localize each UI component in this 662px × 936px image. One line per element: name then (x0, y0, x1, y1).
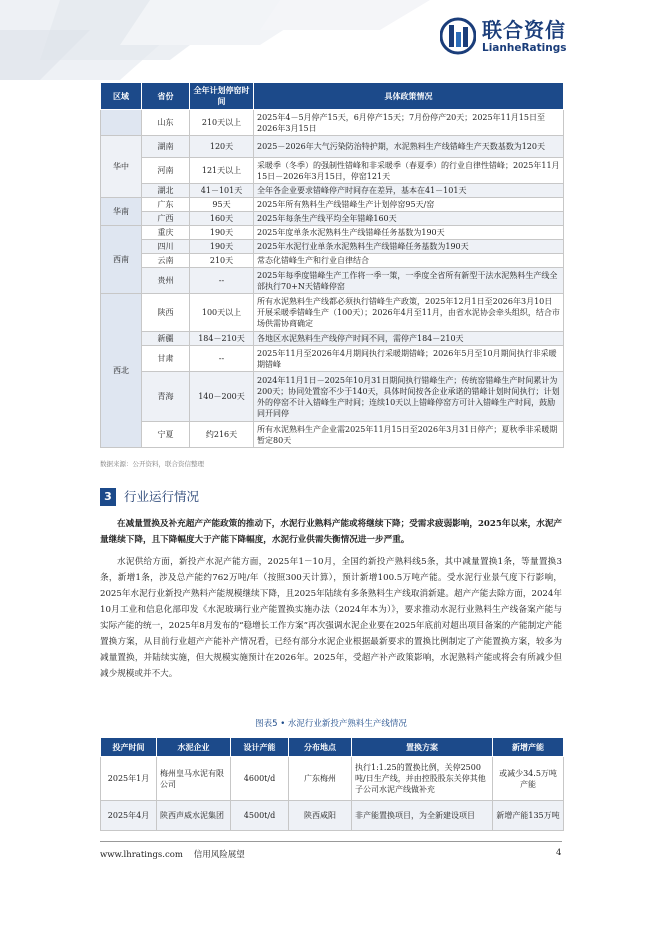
capacity-cell: 4500t/d (231, 801, 289, 831)
body-paragraph: 水泥供给方面，新投产水泥产能方面，2025年1－10月，全国约新投产熟料线5条，其中减量置换1条，等量置换3条，新增1条，涉及总产能约762万吨/年（按照300天计算），预计新增100.5万吨产能。受水泥行业景气度下行影响，2025年水泥行业新投产熟料产能规模继续下降，且2025年陆续有多条熟料生产线取消新建。超产产能去除方面，2024年10月工业和信息化部印发《水泥玻璃行业产能置换实施办法（2024年本为）》，要求推动水泥行业熟料生产线备案产能与实际产能的统一，2025年8月发布的“稳增长工作方案”再次强调水泥企业要在2025年底前对超出项目备案的产能制定产能置换方案，从目前行业超产产能补产情况看，已经有部分水泥企业根据最新要求的置换比例制定了产能置换方案，较多为减量置换，并陆续实施，但大规模实施预计在2026年。2025年，受超产补产政策影响，水泥熟料产能或将会有所减少但减少规模或并不大。 (100, 557, 562, 679)
table-row (101, 198, 564, 212)
section-number: 3 (100, 488, 116, 506)
section-title: 行业运行情况 (124, 489, 200, 504)
province-cell: 湖北 (142, 184, 190, 198)
province-cell: 四川 (142, 240, 190, 254)
capacity-cell: 4600t/d (231, 757, 289, 801)
table-row (101, 801, 564, 831)
table-row (101, 372, 564, 422)
added-cell: 新增产能135万吨 (493, 801, 564, 831)
stop-time-cell: 190天 (190, 240, 254, 254)
logo-chinese-name: 联合资信 (482, 18, 566, 42)
summary-paragraph: 在减量置换及补充超产产能政策的推动下，水泥行业熟料产能或将继续下降；受需求疲弱影响，2025年以来，水泥产量继续下降，且下降幅度大于产能下降幅度，水泥行业供需失衡情况进一步严重。 (100, 519, 563, 545)
location-cell: 广东梅州 (289, 757, 352, 801)
region-cell-blank (101, 110, 142, 136)
region-cell: 华南 (101, 198, 142, 226)
stop-time-cell: 210天 (190, 254, 254, 268)
table-row (101, 226, 564, 240)
table-row (101, 422, 564, 448)
policy-cell: 常态化错峰生产和行业自律结合 (254, 254, 564, 268)
col-header-company: 水泥企业 (157, 738, 231, 757)
col-header-added: 新增产能 (493, 738, 564, 757)
table-row (101, 757, 564, 801)
stop-time-cell: 41－101天 (190, 184, 254, 198)
stop-time-cell: 190天 (190, 226, 254, 240)
policy-cell: 2025年水泥行业单条水泥熟料生产线错峰任务基数为190天 (254, 240, 564, 254)
table-row (101, 254, 564, 268)
province-cell: 山东 (142, 110, 190, 136)
province-cell: 青海 (142, 372, 190, 422)
stop-time-cell: 121天以上 (190, 158, 254, 184)
figure-caption: 图表5 • 水泥行业新投产熟料生产线情况 (255, 719, 407, 729)
region-cell: 华中 (101, 136, 142, 198)
page-number: 4 (556, 848, 562, 858)
stop-time-cell: 140－200天 (190, 372, 254, 422)
table-row (101, 212, 564, 226)
province-cell: 云南 (142, 254, 190, 268)
province-cell: 宁夏 (142, 422, 190, 448)
table-row (101, 346, 564, 372)
stop-time-cell: 210天以上 (190, 110, 254, 136)
table-row (101, 136, 564, 158)
stop-time-cell: 120天 (190, 136, 254, 158)
province-cell: 广西 (142, 212, 190, 226)
section-heading (100, 488, 570, 506)
footer-left (100, 848, 245, 860)
table-row (101, 268, 564, 294)
province-cell: 湖南 (142, 136, 190, 158)
table-row (101, 294, 564, 332)
province-cell: 陕西 (142, 294, 190, 332)
policy-cell: 2025年11月至2026年4月期间执行采暖期错峰；2026年5月至10月期间执行非采暖期错峰 (254, 346, 564, 372)
table-row (101, 332, 564, 346)
policy-cell: 2025－2026年大气污染防治特护期，水泥熟料生产线错峰生产天数基数为120天 (254, 136, 564, 158)
policy-cell: 所有水泥熟料生产线都必须执行错峰生产政策，2025年12月1日至2026年3月10日开展采暖季错峰生产（100天）；2026年4月至11月，由省水泥协会牵头组织，结合市场供需协商确定 (254, 294, 564, 332)
stop-time-cell: 160天 (190, 212, 254, 226)
policy-cell: 2025年每条生产线平均全年错峰160天 (254, 212, 564, 226)
col-header-stop-time: 全年计划停窑时间 (190, 83, 254, 110)
new-production-lines-table (100, 737, 564, 831)
footer-tagline: 信用风险展望 (193, 850, 245, 860)
table-source-note: 数据来源：公开资料，联合资信整理 (100, 460, 204, 468)
province-cell: 甘肃 (142, 346, 190, 372)
policy-cell: 采暖季（冬季）的强制性错峰和非采暖季（春夏季）的行业自律性错峰；2025年11月15日－2026年3月15日，停窑121天 (254, 158, 564, 184)
company-cell: 梅州皇马水泥有限公司 (157, 757, 231, 801)
time-cell: 2025年1月 (101, 757, 157, 801)
stop-time-cell: 184－210天 (190, 332, 254, 346)
province-cell: 贵州 (142, 268, 190, 294)
policy-cell: 全年各企业要求错峰停产时间存在差异，基本在41－101天 (254, 184, 564, 198)
brand-logo (440, 14, 600, 60)
table-header-row (101, 83, 564, 110)
col-header-policy: 具体政策情况 (254, 83, 564, 110)
province-cell: 新疆 (142, 332, 190, 346)
col-header-location: 分布地点 (289, 738, 352, 757)
lianhe-logo-icon (440, 16, 476, 56)
region-cell: 西南 (101, 226, 142, 294)
footer-url[interactable]: www.lhratings.com (100, 850, 183, 860)
stop-time-cell: -- (190, 268, 254, 294)
col-header-province: 省份 (142, 83, 190, 110)
col-header-plan: 置换方案 (352, 738, 493, 757)
policy-cell: 2025年度单条水泥熟料生产线错峰任务基数为190天 (254, 226, 564, 240)
table-row (101, 110, 564, 136)
stop-time-cell: 95天 (190, 198, 254, 212)
col-header-time: 投产时间 (101, 738, 157, 757)
policy-cell: 2024年11月1日－2025年10月31日期间执行错峰生产；传统窑错峰生产时间累计为200天；协同处置窑不少于140天，具体时间按各企业承诺的错峰计划时间执行；计划外的停窑不计入错峰生产时间；连续10天以上错峰停窑方可计入错峰生产时间，鼓励同开同停 (254, 372, 564, 422)
table-row (101, 184, 564, 198)
policy-cell: 所有水泥熟料生产企业需2025年11月15日至2026年3月31日停产；夏秋季非采暖期暂定80天 (254, 422, 564, 448)
peak-shifting-policy-table (100, 82, 564, 448)
col-header-capacity: 设计产能 (231, 738, 289, 757)
province-cell: 广东 (142, 198, 190, 212)
stop-time-cell: -- (190, 346, 254, 372)
location-cell: 陕西咸阳 (289, 801, 352, 831)
footer-divider (100, 841, 562, 842)
province-cell: 重庆 (142, 226, 190, 240)
logo-english-name: LianheRatings (482, 42, 567, 54)
stop-time-cell: 100天以上 (190, 294, 254, 332)
time-cell: 2025年4月 (101, 801, 157, 831)
plan-cell: 执行1:1.25的置换比例，关停2500吨/日生产线，并由控股股东关停其他子公司水泥产线做补充 (352, 757, 493, 801)
region-cell: 西北 (101, 294, 142, 448)
policy-cell: 2025年所有熟料生产线错峰生产计划停窑95天/窑 (254, 198, 564, 212)
company-cell: 陕西声威水泥集团 (157, 801, 231, 831)
plan-cell: 非产能置换项目，为全新建设项目 (352, 801, 493, 831)
policy-cell: 2025年4－5月停产15天，6月停产15天；7月份停产20天；2025年11月15日至2026年3月15日 (254, 110, 564, 136)
policy-cell: 2025年每季度错峰生产工作将一季一策，一季度全省所有新型干法水泥熟料生产线全部执行70+N天错峰停窑 (254, 268, 564, 294)
province-cell: 河南 (142, 158, 190, 184)
table-header-row (101, 738, 564, 757)
table-row (101, 240, 564, 254)
table-row (101, 158, 564, 184)
stop-time-cell: 约216天 (190, 422, 254, 448)
policy-cell: 各地区水泥熟料生产线停产时间不同，需停产184－210天 (254, 332, 564, 346)
added-cell: 或减少34.5万吨产能 (493, 757, 564, 801)
col-header-region: 区域 (101, 83, 142, 110)
